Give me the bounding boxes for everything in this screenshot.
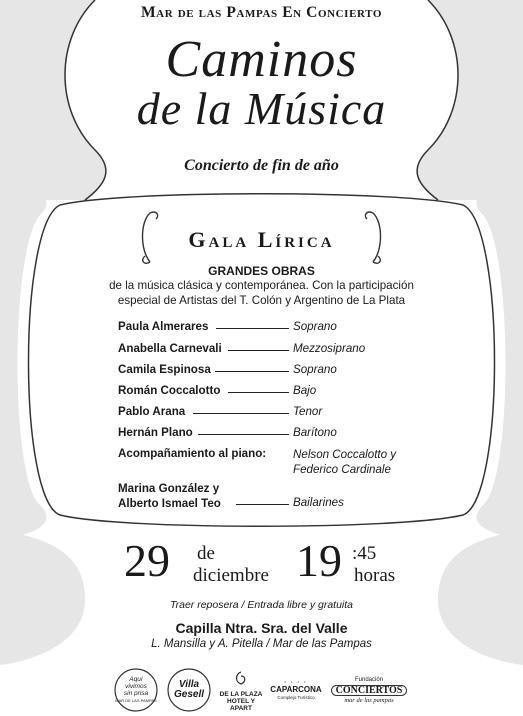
performer-role: Bajo bbox=[293, 384, 317, 397]
leader-line bbox=[193, 413, 289, 414]
leader-line bbox=[215, 371, 289, 372]
logo4-dots: • • • • bbox=[284, 679, 308, 684]
event-title-line2: de la Música bbox=[136, 83, 387, 134]
leader-line bbox=[198, 434, 289, 435]
dancer-line-1: Marina González y bbox=[118, 482, 220, 495]
event-month: diciembre bbox=[193, 565, 269, 586]
de-la-plaza-logo bbox=[217, 668, 265, 712]
logo5-line3: mar de las pampas bbox=[344, 696, 394, 704]
works-heading: GRANDES OBRAS bbox=[208, 264, 315, 278]
dancer-line-2: Alberto Ismael Teo bbox=[118, 497, 221, 510]
performer-name: Hernán Plano bbox=[118, 426, 193, 439]
logo4-line2: Complejo Turístico bbox=[277, 695, 315, 700]
works-line-1: de la música clásica y contemporánea. Con la participación bbox=[109, 279, 414, 292]
logo1-line1: Aquí bbox=[129, 676, 143, 683]
logo5-line2: CONCIERTOS bbox=[331, 685, 408, 696]
performer-role: Bailarines bbox=[293, 496, 344, 509]
pianist-line-2: Federico Cardinale bbox=[293, 463, 391, 476]
event-hour: 19 bbox=[296, 535, 342, 586]
venue-address: L. Mansilla y A. Pitella / Mar de las Pampas bbox=[151, 638, 372, 650]
performer-role: Barítono bbox=[293, 426, 337, 439]
works-description bbox=[0, 278, 523, 308]
logo5-line1: Fundación bbox=[354, 676, 384, 683]
event-minutes: :45 bbox=[352, 543, 377, 564]
event-subtitle: Concierto de fin de año bbox=[184, 157, 339, 174]
performer-name: Anabella Carnevali bbox=[118, 342, 222, 355]
event-horas: horas bbox=[354, 565, 396, 586]
swirl-icon bbox=[233, 670, 249, 686]
performer-name: Acompañamiento al piano: bbox=[118, 447, 267, 460]
performer-role: Tenor bbox=[293, 405, 323, 418]
performer-role: Soprano bbox=[293, 320, 337, 333]
leader-line bbox=[236, 504, 289, 505]
works-line-2: especial de Artistas del T. Colón y Argentino de La Plata bbox=[117, 294, 406, 307]
logo1-line3: sin prisa bbox=[123, 690, 149, 697]
logo3-line1: DE LA PLAZA bbox=[219, 691, 263, 698]
logo1-line4: MAR DE LAS PAMPAS bbox=[115, 698, 157, 703]
fundacion-conciertos-logo bbox=[330, 668, 408, 712]
event-title-line1: Caminos bbox=[165, 31, 358, 88]
event-note: Traer reposera / Entrada libre y gratuita bbox=[169, 599, 354, 611]
performer-name: Camila Espinosa bbox=[118, 363, 211, 376]
leader-line bbox=[228, 392, 289, 393]
performer-name: Pablo Arana bbox=[118, 405, 186, 418]
leader-line bbox=[228, 350, 289, 351]
pianist-line-1: Nelson Coccalotto y bbox=[293, 448, 397, 461]
aqui-vivimos-logo bbox=[113, 668, 159, 712]
logo2-line2: Gesell bbox=[173, 689, 205, 700]
logo2-line1: Villa bbox=[178, 679, 200, 690]
logo3-line2: HOTEL Y APART bbox=[227, 698, 255, 712]
organizer-name: Mar de las Pampas En Concierto bbox=[140, 4, 383, 21]
venue-name: Capilla Ntra. Sra. del Valle bbox=[175, 620, 348, 636]
logo4-line1: CAPARCONA bbox=[270, 685, 322, 694]
logo1-line2: vivimos bbox=[125, 683, 147, 690]
performer-role: Soprano bbox=[293, 363, 337, 376]
caparcona-logo bbox=[268, 668, 324, 712]
leader-line bbox=[216, 328, 289, 329]
performer-name: Paula Almerares bbox=[118, 320, 209, 333]
performer-role: Mezzosiprano bbox=[293, 342, 366, 355]
performer-role bbox=[293, 447, 396, 477]
performer-name bbox=[118, 481, 221, 511]
villa-gesell-logo bbox=[166, 668, 212, 712]
event-day: 29 bbox=[124, 535, 170, 586]
performer-name: Román Coccalotto bbox=[118, 384, 221, 397]
program-heading: Gala Lírica bbox=[188, 227, 335, 252]
event-de: de bbox=[197, 543, 215, 564]
